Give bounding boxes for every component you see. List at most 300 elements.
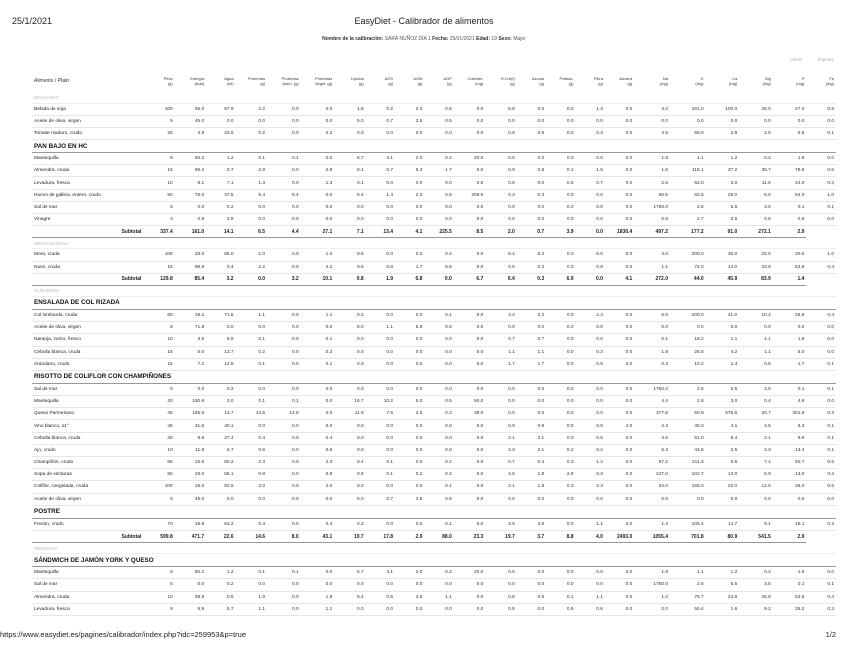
column-header <box>206 70 235 92</box>
nutrient-cell: 94.0 <box>773 189 807 201</box>
column-header-label: Na <box>662 76 668 81</box>
nutrient-cell: 22.0 <box>739 249 773 261</box>
nutrient-cell: 4.5 <box>739 420 773 432</box>
nutrient-cell: 25.8 <box>739 591 773 603</box>
nutrient-cell: 0.0 <box>334 444 365 456</box>
nutrient-cell: 0.6 <box>546 177 575 189</box>
nutrient-cell: 0.0 <box>806 115 836 127</box>
nutrient-cell: 0.2 <box>206 579 235 591</box>
nutrient-cell: 8.1 <box>175 177 206 189</box>
meta-value-date: 25/01/2021 <box>449 36 475 42</box>
nutrient-cell: 0.3 <box>517 189 546 201</box>
nutrient-cell: 0.0 <box>605 346 634 358</box>
nutrient-cell: 0.0 <box>236 579 267 591</box>
subtotal-cell: 3.9 <box>546 226 575 238</box>
nutrient-cell: 0.5 <box>517 591 546 603</box>
nutrient-cell: 2.3 <box>485 444 516 456</box>
subtotal-cell: 0.8 <box>334 273 365 285</box>
nutrient-cell: 0.0 <box>236 201 267 213</box>
nutrient-cell: 0.0 <box>517 214 546 226</box>
nutrient-cell: 0.0 <box>485 153 516 165</box>
nutrient-cell: 5.0 <box>334 115 365 127</box>
nutrient-cell: 0.0 <box>806 396 836 408</box>
column-header <box>634 70 670 92</box>
nutrient-cell: 0.0 <box>485 201 516 213</box>
column-header <box>670 70 706 92</box>
nutrient-cell: 0.0 <box>267 518 301 530</box>
nutrient-cell: 41.0 <box>706 309 740 321</box>
nutrient-cell: 3.5 <box>739 579 773 591</box>
nutrient-cell: 0.0 <box>546 383 575 395</box>
nutrient-cell: 50.4 <box>670 603 706 615</box>
nutrient-cell: 0.0 <box>267 457 301 469</box>
nutrient-cell: 0.0 <box>806 346 836 358</box>
nutrient-cell: 0.1 <box>806 358 836 370</box>
nutrient-cell: 5.6 <box>395 322 424 334</box>
nutrient-cell: 9.2 <box>739 603 773 615</box>
nutrient-cell: 0.0 <box>424 177 453 189</box>
subtotal-cell: 599.8 <box>147 530 174 542</box>
nutrient-cell: 72.0 <box>670 261 706 273</box>
table-row <box>32 249 836 261</box>
nutrient-cell: 68.5 <box>634 189 670 201</box>
nutrient-cell: 0.7 <box>485 457 516 469</box>
column-header-unit: (g) <box>446 81 452 86</box>
subtotal-cell: 0.0 <box>424 273 453 285</box>
nutrient-cell: 0.0 <box>605 309 634 321</box>
nutrient-cell: 0.0 <box>546 249 575 261</box>
nutrient-cell: 0.0 <box>395 457 424 469</box>
nutrient-cell: 0.0 <box>517 493 546 505</box>
nutrient-cell: 2.5 <box>706 444 740 456</box>
nutrient-cell: 1750.0 <box>634 579 670 591</box>
nutrient-cell: 4.4 <box>634 396 670 408</box>
nutrient-cell: 0.0 <box>806 322 836 334</box>
nutrient-cell: 0.1 <box>806 579 836 591</box>
nutrient-cell: 0.5 <box>806 165 836 177</box>
column-header-unit: (g) <box>260 81 266 86</box>
table-row <box>32 567 836 579</box>
nutrient-cell: 0.0 <box>424 603 453 615</box>
nutrient-cell: 1.7 <box>773 358 807 370</box>
nutrient-cell: 4.5 <box>634 127 670 139</box>
nutrient-cell: 12.5 <box>206 358 235 370</box>
nutrient-cell: 0.0 <box>267 177 301 189</box>
nutrient-cell: 5.4 <box>395 165 424 177</box>
nutrient-cell: 0.2 <box>301 346 335 358</box>
nutrient-cell: 0.0 <box>366 518 395 530</box>
column-header-label: AGM <box>413 76 423 81</box>
nutrient-cell: 85.0 <box>206 249 235 261</box>
nutrient-cell: 0.0 <box>454 165 485 177</box>
nutrient-cell: 53.9 <box>773 261 807 273</box>
nutrient-cell: 1.9 <box>773 153 807 165</box>
nutrient-cell: 6.4 <box>267 189 301 201</box>
nutrient-cell: 0.0 <box>546 358 575 370</box>
nutrient-cell: 0.4 <box>806 591 836 603</box>
nutrient-cell: 0.5 <box>334 469 365 481</box>
table-row <box>32 346 836 358</box>
food-name-cell: Mantequilla <box>32 567 147 579</box>
nutrient-cell: 0.6 <box>485 177 516 189</box>
food-name-cell: Vinagre <box>32 214 147 226</box>
nutrient-cell: 0.7 <box>366 493 395 505</box>
nutrient-cell: 0.3 <box>806 408 836 420</box>
nutrient-cell: 0.0 <box>301 115 335 127</box>
nutrient-cell: 3.5 <box>175 334 206 346</box>
nutrient-cell: 0.0 <box>454 201 485 213</box>
food-name-cell: Levadura, fresca <box>32 603 147 615</box>
nutrient-cell: 0.0 <box>517 103 546 115</box>
nutrient-cell: 0.0 <box>267 469 301 481</box>
nutrient-cell: 1.1 <box>576 518 605 530</box>
nutrient-cell: 7.5 <box>366 408 395 420</box>
nutrient-cell: 0.0 <box>267 103 301 115</box>
nutrient-cell: 0.1 <box>236 396 267 408</box>
nutrient-cell: 0.0 <box>424 334 453 346</box>
subtotal-cell: 14.1 <box>206 226 235 238</box>
nutrient-cell: 0.0 <box>605 469 634 481</box>
nutrient-cell: 0.0 <box>267 346 301 358</box>
nutrient-cell: 44.6 <box>670 444 706 456</box>
nutrient-cell: 0.0 <box>267 579 301 591</box>
nutrient-cell: 30.0 <box>706 249 740 261</box>
nutrient-cell: 0.0 <box>267 383 301 395</box>
nutrient-cell: 0.0 <box>301 214 335 226</box>
nutrient-cell: 0.1 <box>806 432 836 444</box>
column-header <box>454 70 485 92</box>
food-name-cell: Almendra, cruda <box>32 591 147 603</box>
nutrient-cell: 0.0 <box>546 334 575 346</box>
nutrient-cell: 0.4 <box>236 432 267 444</box>
nutrient-cell: 0.0 <box>517 603 546 615</box>
nutrient-cell: 0.0 <box>546 493 575 505</box>
subtotal-cell: 23.3 <box>454 530 485 542</box>
nutrient-cell: 53.0 <box>670 177 706 189</box>
nutrient-cell: 2.8 <box>670 396 706 408</box>
nutrient-cell: 247.0 <box>634 469 670 481</box>
nutrient-cell: 0.8 <box>366 261 395 273</box>
nutrient-cell: 6.5 <box>175 603 206 615</box>
food-name-cell: Huevo de gallina, entero, crudo <box>32 189 147 201</box>
food-name-cell: Cebolla blanca, cruda <box>32 432 147 444</box>
nutrient-cell: 0.0 <box>301 201 335 213</box>
nutrient-cell: 45 <box>147 408 174 420</box>
column-header-label: Proteínas <box>247 76 266 81</box>
nutrient-cell: 1.8 <box>773 334 807 346</box>
subtotal-cell: 3.2 <box>206 273 235 285</box>
table-row <box>32 201 836 213</box>
table-row <box>32 165 836 177</box>
nutrient-cell: 0.5 <box>576 358 605 370</box>
nutrient-cell: 10.4 <box>739 309 773 321</box>
nutrient-cell: 0.1 <box>773 383 807 395</box>
nutrient-cell: 6.7 <box>334 153 365 165</box>
nutrient-cell: 0.0 <box>424 127 453 139</box>
nutrient-cell: 0.0 <box>806 567 836 579</box>
nutrient-cell: 8.1 <box>334 165 365 177</box>
nutrient-cell: 0.0 <box>605 518 634 530</box>
subtotal-cell: 8.0 <box>267 530 301 542</box>
nutrient-cell: 0.0 <box>454 383 485 395</box>
nutrient-cell: 3.2 <box>517 309 546 321</box>
subtotal-cell: 6.7 <box>454 273 485 285</box>
nutrient-cell: 0.0 <box>517 383 546 395</box>
nutrient-cell: 14.0 <box>706 261 740 273</box>
nutrient-cell: 0.0 <box>206 115 235 127</box>
nutrient-cell: 7.2 <box>175 358 206 370</box>
nutrient-cell: 0.4 <box>301 432 335 444</box>
nutrient-cell: 0.0 <box>517 115 546 127</box>
nutrient-cell: 0.0 <box>605 358 634 370</box>
nutrient-cell: 7.2 <box>739 457 773 469</box>
back-link[interactable]: Volver <box>789 57 803 62</box>
nutrient-cell: 0.0 <box>605 432 634 444</box>
nutrient-cell: 2.2 <box>301 261 335 273</box>
nutrient-cell: 5.0 <box>175 346 206 358</box>
nutrient-cell: 0.0 <box>485 493 516 505</box>
nutrient-cell: 0.2 <box>424 153 453 165</box>
nutrient-cell: 0.0 <box>605 201 634 213</box>
food-name-cell: Sopa de verduras <box>32 469 147 481</box>
column-header-unit: Veget. (g) <box>314 81 333 86</box>
nutrient-cell: 0.5 <box>546 603 575 615</box>
nutrient-cell: 0.8 <box>739 358 773 370</box>
nutrient-cell: 0.0 <box>485 115 516 127</box>
nutrient-cell: 0.0 <box>424 432 453 444</box>
nutrient-cell: 18.2 <box>670 334 706 346</box>
nutrient-cell: 0.1 <box>301 334 335 346</box>
subtotal-row <box>32 226 836 238</box>
nutrient-cell: 0.2 <box>206 383 235 395</box>
nutrient-cell: 0.0 <box>605 396 634 408</box>
nutrient-cell: 0.0 <box>454 127 485 139</box>
table-row <box>32 177 836 189</box>
nutrient-cell: 0.0 <box>454 432 485 444</box>
table-row <box>32 591 836 603</box>
nutrient-cell: 35.2 <box>773 603 807 615</box>
nutrient-cell: 0.0 <box>395 177 424 189</box>
nutrient-cell: 0.3 <box>424 408 453 420</box>
nutrient-cell: 1.1 <box>739 334 773 346</box>
nutrient-cell: 0.0 <box>546 201 575 213</box>
nutrient-cell: 4.1 <box>706 420 740 432</box>
nutrient-cell: 0.0 <box>267 334 301 346</box>
nutrient-cell: 3.5 <box>739 201 773 213</box>
column-header-label: Peso <box>163 76 173 81</box>
nutrient-cell: 1.9 <box>773 567 807 579</box>
nutrient-cell: 0.0 <box>806 334 836 346</box>
nutrient-cell: 0.1 <box>424 481 453 493</box>
nutrient-cell: 0.0 <box>485 383 516 395</box>
nutrient-cell: 51.0 <box>670 432 706 444</box>
nutrient-cell: 0.2 <box>424 469 453 481</box>
nutrient-cell: 0.0 <box>605 408 634 420</box>
nutrient-cell: 0.0 <box>301 396 335 408</box>
nutrient-cell: 0.0 <box>485 579 516 591</box>
nutrient-cell: 100 <box>147 103 174 115</box>
subtotal-cell: 2.0 <box>485 226 516 238</box>
subtotal-cell: 88.0 <box>424 530 453 542</box>
nutrient-cell: 0.5 <box>485 261 516 273</box>
dish-label: PAN BAJO EN HC <box>32 140 836 153</box>
nutrient-cell: 50 <box>147 189 174 201</box>
nutrient-cell: 3.6 <box>634 432 670 444</box>
food-name-cell: Vino blanco, 11° <box>32 420 147 432</box>
nutrient-cell: 0.0 <box>546 115 575 127</box>
column-header-label: Alimento / Plato <box>34 77 70 84</box>
nutrient-cell: 38.7 <box>739 165 773 177</box>
nutrient-cell: 0.1 <box>267 396 301 408</box>
nutrient-cell: 0.7 <box>206 165 235 177</box>
nutrient-cell: 0.0 <box>605 214 634 226</box>
nutrient-cell: 1.1 <box>739 346 773 358</box>
subtotal-cell: 225.5 <box>424 226 453 238</box>
nutrient-cell: 1.1 <box>634 261 670 273</box>
nutrient-cell: 96.8 <box>175 261 206 273</box>
nutrient-cell: 0.0 <box>301 493 335 505</box>
nutrient-cell: 0.0 <box>301 579 335 591</box>
nutrient-cell: 13.4 <box>773 444 807 456</box>
nutrient-cell: 0.0 <box>773 115 807 127</box>
food-name-cell: Aceite de oliva, virgen <box>32 115 147 127</box>
nutrient-cell: 0.0 <box>267 420 301 432</box>
nutrient-cell: 0.1 <box>267 567 301 579</box>
nutrient-cell: 20.0 <box>454 153 485 165</box>
nutrient-cell: 0.0 <box>605 603 634 615</box>
nutrient-cell: 0.0 <box>546 103 575 115</box>
nutrient-cell: 0.9 <box>424 189 453 201</box>
nutrient-cell: 1.1 <box>706 334 740 346</box>
column-header-unit: (mg) <box>475 81 484 86</box>
column-header-label: Azúcar <box>531 76 545 81</box>
print-link[interactable]: Imprimir <box>817 57 834 62</box>
nutrient-cell: 1.1 <box>576 591 605 603</box>
nutrient-cell: 0.0 <box>236 383 267 395</box>
nutrient-cell: 6.2 <box>517 249 546 261</box>
dish-header-row <box>32 296 836 309</box>
nutrient-cell: 2.9 <box>236 165 267 177</box>
page-title: EasyDiet - Calibrador de alimentos <box>354 16 494 26</box>
nutrient-cell: 58.1 <box>206 469 235 481</box>
subtotal-cell: 0.0 <box>576 273 605 285</box>
nutrient-cell: 78.6 <box>773 165 807 177</box>
nutrient-cell: 55.0 <box>175 103 206 115</box>
nutrient-cell: 6.0 <box>634 309 670 321</box>
nutrient-cell: 5.0 <box>773 346 807 358</box>
column-header-label: Energía <box>190 76 205 81</box>
nutrient-cell: 0.8 <box>424 103 453 115</box>
nutrient-cell: 0.0 <box>605 334 634 346</box>
nutrient-cell: 0.0 <box>236 322 267 334</box>
nutrient-cell: 0.2 <box>395 249 424 261</box>
nutrient-cell: 8 <box>147 567 174 579</box>
subtotal-cell: 2493.0 <box>605 530 634 542</box>
nutrient-cell: 1.1 <box>236 309 267 321</box>
nutrient-cell: 0.0 <box>576 383 605 395</box>
table-row <box>32 358 836 370</box>
nutrient-cell: 0.1 <box>634 334 670 346</box>
nutrient-cell: 200.0 <box>670 249 706 261</box>
column-header <box>546 70 575 92</box>
nutrient-cell: 2.6 <box>670 201 706 213</box>
nutrient-cell: 0.0 <box>395 201 424 213</box>
nutrient-cell: 200.0 <box>670 309 706 321</box>
nutrient-cell: 18.1 <box>773 518 807 530</box>
subtotal-cell: 91.0 <box>706 226 740 238</box>
nutrient-cell: 0.0 <box>576 189 605 201</box>
subtotal-cell: 177.2 <box>670 226 706 238</box>
nutrient-cell: 71.9 <box>175 322 206 334</box>
nutrient-cell: 0.0 <box>739 322 773 334</box>
nutrient-cell: 0.0 <box>517 567 546 579</box>
nutrient-cell: 3.0 <box>634 249 670 261</box>
nutrient-cell: 2.1 <box>517 432 546 444</box>
nutrient-cell: 191.0 <box>670 103 706 115</box>
nutrient-cell: 2.1 <box>517 444 546 456</box>
nutrient-cell: 1.1 <box>485 346 516 358</box>
nutrient-cell: 3.0 <box>206 396 235 408</box>
meal-label: MEDIA MAÑANA <box>32 238 836 249</box>
nutrient-cell: 14.7 <box>706 518 740 530</box>
nutrient-cell: 11.9 <box>175 444 206 456</box>
nutrient-cell: 0.0 <box>546 214 575 226</box>
nutrient-cell: 16.7 <box>334 396 365 408</box>
nutrient-cell: 0.0 <box>301 322 335 334</box>
nutrient-cell: 0.0 <box>334 127 365 139</box>
subtotal-cell: 2.9 <box>773 530 807 542</box>
nutrient-cell: 1.0 <box>236 249 267 261</box>
nutrient-cell: 0.0 <box>267 115 301 127</box>
nutrient-cell: 0.0 <box>366 420 395 432</box>
nutrient-cell: 377.6 <box>634 408 670 420</box>
nutrient-cell: 10.2 <box>670 358 706 370</box>
nutrient-cell: 0.2 <box>424 249 453 261</box>
nutrient-cell: 8 <box>147 153 174 165</box>
subtotal-cell: 13.4 <box>366 226 395 238</box>
column-header-label: K <box>700 76 704 81</box>
nutrient-cell: 0.5 <box>206 591 235 603</box>
subtotal-cell: 17.8 <box>366 530 395 542</box>
nutrient-cell: 0.0 <box>454 261 485 273</box>
nutrient-cell: 1750.0 <box>634 383 670 395</box>
nutrient-cell: 0.3 <box>395 103 424 115</box>
nutrient-cell: 0.0 <box>395 420 424 432</box>
subtotal-cell: 541.5 <box>739 530 773 542</box>
nutrient-cell: 0.0 <box>206 493 235 505</box>
nutrient-cell: 10 <box>147 334 174 346</box>
nutrient-cell: 1.8 <box>517 469 546 481</box>
nutrient-cell: 0.0 <box>366 603 395 615</box>
nutrient-cell: 0.6 <box>236 444 267 456</box>
nutrient-cell: 0.5 <box>424 396 453 408</box>
nutrient-cell: 36.0 <box>670 420 706 432</box>
subtotal-cell: 83.9 <box>739 273 773 285</box>
nutrient-cell: 0.5 <box>806 457 836 469</box>
nutrient-cell: 0.0 <box>454 518 485 530</box>
nutrient-cell: 0.0 <box>301 383 335 395</box>
table-row <box>32 420 836 432</box>
nutrient-cell: 0.0 <box>454 420 485 432</box>
nutrient-cell: 0.0 <box>576 115 605 127</box>
dish-label: ENSALADA DE COL RIZADA <box>32 296 836 309</box>
food-name-cell: Cebolla blanca, cruda <box>32 346 147 358</box>
nutrient-cell: 0.6 <box>485 591 516 603</box>
table-row <box>32 153 836 165</box>
nutrient-cell: 0.5 <box>366 591 395 603</box>
subtotal-cell: 161.0 <box>175 226 206 238</box>
nutrient-cell: 4.8 <box>175 127 206 139</box>
